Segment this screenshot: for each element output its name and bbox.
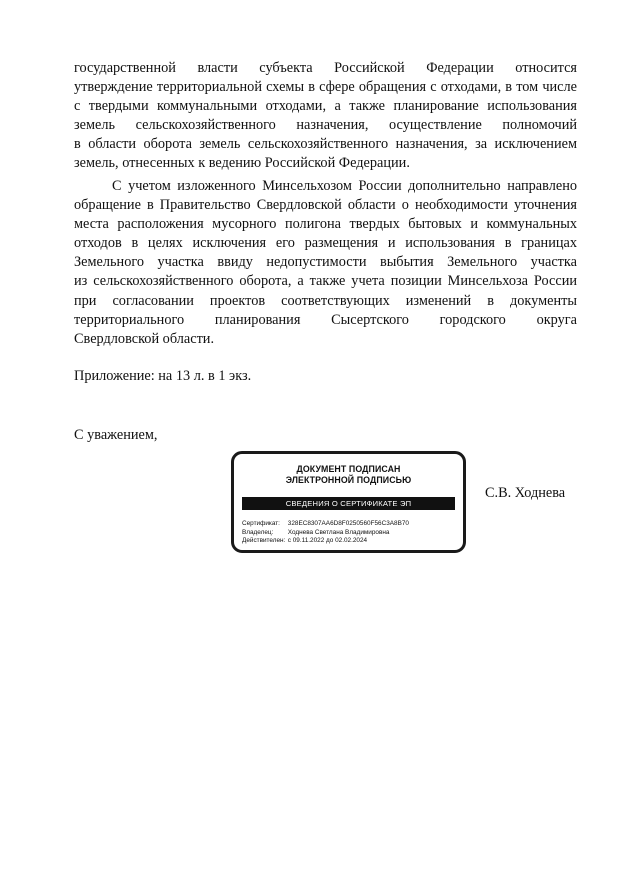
text-line: места расположения мусорного полигона твердых бытовых и коммунальных [74,216,577,233]
text-line: с твердыми коммунальными отходами, а также планирование использования [74,98,577,115]
paragraph-authority [74,59,577,174]
paragraph-appeal [74,177,577,349]
validity-row [242,537,409,546]
certificate-label: Сертификат: [242,520,280,527]
text-line: земель сельскохозяйственного назначения, осуществление полномочий [74,117,577,134]
electronic-signature-stamp [231,451,466,553]
text-line: С учетом изложенного Минсельхозом России дополнительно направлено [112,178,577,194]
certificate-details [242,520,409,546]
text-line: земель, отнесенных к ведению Российской Федерации. [74,155,410,172]
text-line: Свердловской области. [74,330,215,347]
text-line: утверждение территориальной схемы в сфере обращения с отходами, в том числе [74,79,577,96]
certificate-info-bar: СВЕДЕНИЯ О СЕРТИФИКАТЕ ЭП [242,497,455,510]
text-line: отходов в целях исключения его размещения и использования в границах [74,235,577,252]
text-line: государственной власти субъекта Российской Федерации относится [74,60,577,76]
stamp-title [234,464,463,485]
validity-label: Действителен: [242,537,286,545]
validity-value: с 09.11.2022 до 02.02.2024 [287,537,368,545]
owner-value: Ходнева Светлана Владимировна [287,528,390,536]
certificate-value: 328EC8307AA6D8F0250560F56C3A8B70 [287,520,409,527]
text-line: из сельскохозяйственного оборота, а также учета позиции Минсельхоза России [74,273,577,290]
text-line: при согласовании проектов соответствующих изменений в документы [74,292,577,309]
certificate-row [242,520,409,529]
stamp-title-line: ДОКУМЕНТ ПОДПИСАН [296,464,401,474]
text-line: в области оборота земель сельскохозяйственного назначения, за исключением [74,136,577,153]
appendix-note: Приложение: на 13 л. в 1 экз. [74,368,252,384]
owner-row [242,529,409,538]
closing-salutation: С уважением, [74,427,158,443]
text-line: территориального планирования Сысертского городского округа [74,311,577,328]
owner-label: Владелец: [242,528,274,536]
signer-name: С.В. Ходнева [485,485,566,501]
text-line: обращение в Правительство Свердловской области о необходимости уточнения [74,197,577,214]
stamp-title-line: ЭЛЕКТРОННОЙ ПОДПИСЬЮ [285,474,412,485]
text-line: Земельного участка ввиду недопустимости выбытия Земельного участка [74,254,577,271]
